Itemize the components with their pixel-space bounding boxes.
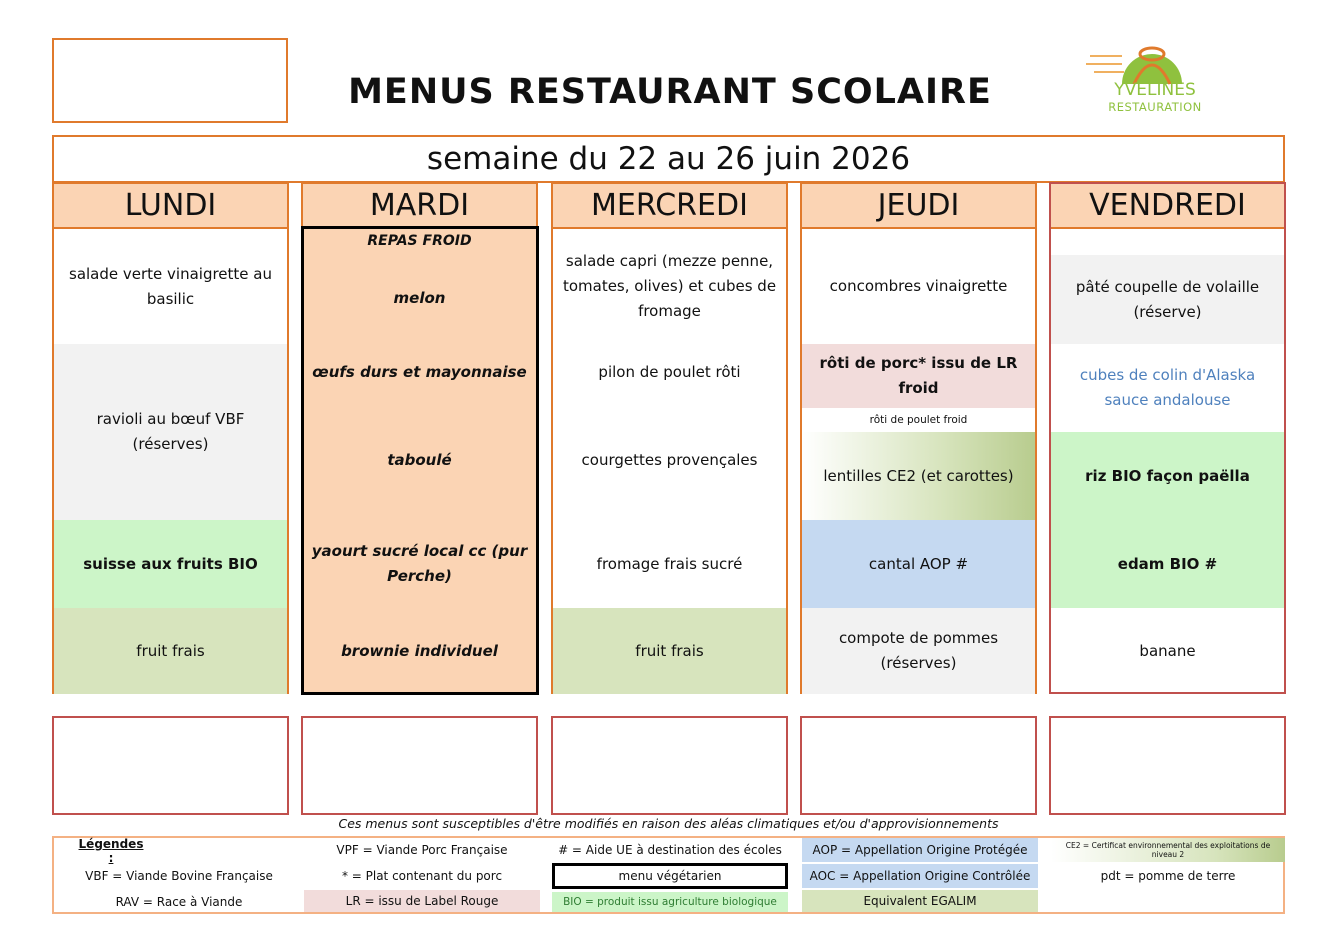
legend-bio: BIO = produit issu agriculture biologique: [552, 892, 788, 912]
legend-label-rouge: LR = issu de Label Rouge: [304, 890, 540, 912]
menu-item-dairy: yaourt sucré local cc (pur Perche): [303, 520, 536, 608]
menu-item-main: œufs durs et mayonnaise: [303, 344, 536, 400]
empty-box: [551, 716, 788, 815]
menu-item-side: taboulé: [303, 400, 536, 520]
logo-text-yvelines: YVELINES: [1114, 80, 1196, 100]
menu-item-side: lentilles CE2 (et carottes): [802, 432, 1035, 520]
legend-box: [52, 836, 1285, 914]
legend-vbf: VBF = Viande Bovine Française: [85, 869, 273, 883]
day-header: LUNDI: [54, 184, 287, 229]
cold-meal-frame: [301, 226, 539, 695]
day-column-lundi: [52, 182, 289, 694]
menu-item-dessert: banane: [1139, 641, 1196, 660]
day-column-mercredi: [551, 182, 788, 694]
logo-placeholder-box: [52, 38, 288, 123]
menu-item-main: pilon de poulet rôti: [598, 362, 741, 381]
day-header: JEUDI: [802, 184, 1035, 229]
menu-item-dairy: suisse aux fruits BIO: [54, 520, 287, 608]
week-banner: semaine du 22 au 26 juin 2026: [52, 135, 1285, 183]
day-column-jeudi: [800, 182, 1037, 694]
page-title: MENUS RESTAURANT SCOLAIRE: [348, 72, 992, 112]
menu-label-cold-meal: REPAS FROID: [303, 229, 536, 253]
day-header: VENDREDI: [1051, 184, 1284, 229]
legend-aop: AOP = Appellation Origine Protégée: [802, 838, 1038, 862]
legend-aide-ue: # = Aide UE à destination des écoles: [558, 843, 782, 857]
legend-title: Légendes :: [78, 837, 144, 865]
menu-item-side: courgettes provençales: [581, 450, 758, 469]
day-column-vendredi: [1049, 182, 1286, 694]
menu-item-dessert: brownie individuel: [303, 608, 536, 694]
menu-item-dessert: fruit frais: [54, 608, 287, 694]
menu-item-starter: salade verte vinaigrette au basilic: [69, 264, 272, 308]
menu-item-side: riz BIO façon paëlla: [1051, 432, 1284, 520]
legend-vegetarian: menu végétarien: [552, 863, 788, 889]
menu-item-dairy: fromage frais sucré: [596, 554, 743, 573]
empty-box: [1049, 716, 1286, 815]
legend-ce2: CE2 = Certificat environnemental des exploitations de niveau 2: [1051, 838, 1285, 862]
menu-item-main: cubes de colin d'Alaska sauce andalouse: [1079, 366, 1256, 409]
menu-item-starter: concombres vinaigrette: [829, 277, 1008, 295]
day-header: MERCREDI: [553, 184, 786, 229]
legend-aoc: AOC = Appellation Origine Contrôlée: [802, 864, 1038, 888]
disclaimer-note: Ces menus sont susceptibles d'être modifiés en raison des aléas climatiques et/ou d'approvisionnements: [338, 816, 999, 831]
legend-rav: RAV = Race à Viande: [115, 895, 243, 909]
menu-item-main-alternative: rôti de poulet froid: [869, 414, 968, 426]
menu-item-starter: salade capri (mezze penne, tomates, olives) et cubes de fromage: [562, 252, 777, 320]
menu-item-dairy: edam BIO #: [1051, 520, 1284, 608]
day-header: MARDI: [303, 184, 536, 229]
empty-box: [301, 716, 538, 815]
menu-item-starter: pâté coupelle de volaille (réserve): [1051, 255, 1284, 344]
menu-item-dessert: compote de pommes (réserves): [802, 608, 1035, 694]
empty-box: [800, 716, 1037, 815]
legend-vpf: VPF = Viande Porc Française: [336, 843, 508, 857]
empty-box: [52, 716, 289, 815]
menu-item-dairy: cantal AOP #: [802, 520, 1035, 608]
logo-text-restauration: RESTAURATION: [1108, 100, 1202, 114]
menu-item-dessert: fruit frais: [553, 608, 786, 694]
menu-item-starter: melon: [303, 253, 536, 344]
legend-porc: * = Plat contenant du porc: [341, 869, 503, 883]
menu-item-main: ravioli au bœuf VBF (réserves): [54, 344, 287, 520]
legend-egalim: Equivalent EGALIM: [802, 890, 1038, 912]
menu-item-main: rôti de porc* issu de LR froid: [802, 344, 1035, 408]
legend-pdt: pdt = pomme de terre: [1100, 869, 1236, 883]
